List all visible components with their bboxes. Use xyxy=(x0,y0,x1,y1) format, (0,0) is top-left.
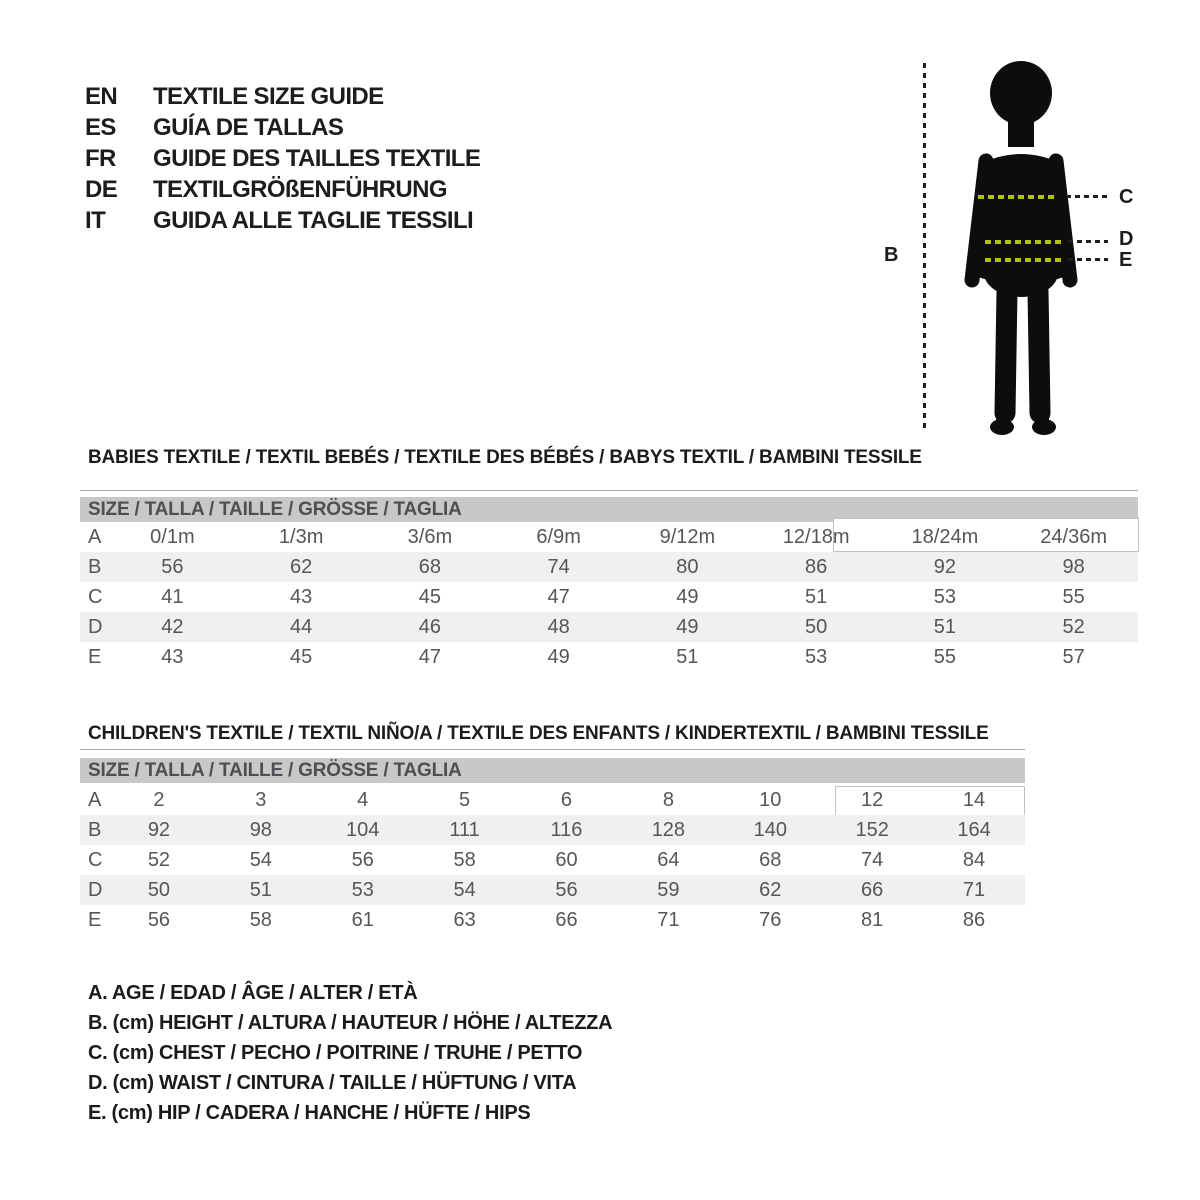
table-cell: 12/18m xyxy=(782,525,850,548)
table-cell: 68 xyxy=(418,555,441,578)
language-item-it xyxy=(85,205,480,236)
waist-label: D xyxy=(1119,228,1134,250)
table-cell: 47 xyxy=(418,645,441,668)
table-cell: 0/1m xyxy=(150,525,195,548)
legend-item: C. (cm) CHEST / PECHO / POITRINE / TRUHE / PETTO xyxy=(88,1042,583,1064)
children-table-row-C xyxy=(80,845,1025,875)
table-cell: 49 xyxy=(547,645,570,668)
table-cell: 50 xyxy=(805,615,828,638)
chest-callout-line xyxy=(1066,195,1108,198)
table-cell: 61 xyxy=(351,908,374,931)
table-cell: 4 xyxy=(357,788,369,811)
babies-table-row-C xyxy=(80,582,1138,612)
table-cell: 41 xyxy=(161,585,184,608)
table-cell: 55 xyxy=(933,645,956,668)
table-cell: 56 xyxy=(351,848,374,871)
table-cell: 6 xyxy=(560,788,573,811)
language-item-en xyxy=(85,81,480,112)
table-cell: 58 xyxy=(249,908,272,931)
table-cell: 51 xyxy=(933,615,956,638)
table-cell: 66 xyxy=(555,908,578,931)
children-size-header: SIZE / TALLA / TAILLE / GRÖSSE / TAGLIA xyxy=(80,758,1025,783)
row-label: A xyxy=(88,525,102,548)
language-code: IT xyxy=(85,206,106,234)
table-cell: 59 xyxy=(657,878,680,901)
table-cell: 56 xyxy=(161,555,184,578)
table-cell: 2 xyxy=(153,788,165,811)
table-cell: 62 xyxy=(759,878,782,901)
table-cell: 104 xyxy=(346,818,380,841)
table-cell: 46 xyxy=(418,615,441,638)
table-cell: 12 xyxy=(861,788,884,811)
language-code: EN xyxy=(85,82,118,110)
table-cell: 111 xyxy=(449,818,480,841)
hip-label: E xyxy=(1119,249,1133,271)
table-cell: 6/9m xyxy=(536,525,581,548)
language-title: GUIDA ALLE TAGLIE TESSILI xyxy=(153,206,474,234)
table-cell: 152 xyxy=(855,818,889,841)
table-cell: 10 xyxy=(759,788,782,811)
table-cell: 43 xyxy=(290,585,313,608)
children-section-title: CHILDREN'S TEXTILE / TEXTIL NIÑO/A / TEXTILE DES ENFANTS / KINDERTEXTIL / BAMBINI TESSILE xyxy=(88,723,989,744)
table-cell: 60 xyxy=(555,848,578,871)
table-cell: 45 xyxy=(290,645,313,668)
table-cell: 68 xyxy=(759,848,782,871)
language-item-fr xyxy=(85,143,480,174)
table-cell: 64 xyxy=(657,848,680,871)
table-cell: 164 xyxy=(957,818,991,841)
language-item-de xyxy=(85,174,480,205)
table-cell: 86 xyxy=(805,555,828,578)
table-cell: 51 xyxy=(805,585,828,608)
babies-table-row-A xyxy=(80,522,1138,552)
table-cell: 58 xyxy=(453,848,476,871)
babies-section-title: BABIES TEXTILE / TEXTIL BEBÉS / TEXTILE DES BÉBÉS / BABYS TEXTIL / BAMBINI TESSILE xyxy=(88,447,922,468)
table-cell: 52 xyxy=(147,848,171,871)
language-code: DE xyxy=(85,175,118,203)
table-cell: 80 xyxy=(676,555,699,578)
row-label: C xyxy=(88,585,103,608)
table-cell: 63 xyxy=(453,908,476,931)
row-label: D xyxy=(88,878,103,901)
table-cell: 116 xyxy=(550,818,583,841)
table-cell: 3/6m xyxy=(407,525,453,548)
table-cell: 44 xyxy=(290,615,313,638)
table-cell: 3 xyxy=(255,788,267,811)
table-cell: 54 xyxy=(249,848,272,871)
row-label: A xyxy=(88,788,102,811)
table-cell: 92 xyxy=(933,555,956,578)
language-code: FR xyxy=(85,144,116,172)
children-table-row-E xyxy=(80,905,1025,935)
language-item-es xyxy=(85,112,480,143)
language-title: GUIDE DES TAILLES TEXTILE xyxy=(153,144,481,172)
table-cell: 1/3m xyxy=(278,525,324,548)
row-label: E xyxy=(88,908,102,931)
table-cell: 140 xyxy=(753,818,787,841)
table-cell: 92 xyxy=(147,818,171,841)
language-list xyxy=(85,81,480,236)
child-silhouette xyxy=(958,61,1086,439)
legend-item: A. AGE / EDAD / ÂGE / ALTER / ETÀ xyxy=(88,982,418,1004)
height-measure-line xyxy=(923,63,926,433)
table-cell: 51 xyxy=(676,645,699,668)
table-cell: 57 xyxy=(1062,645,1085,668)
row-label: D xyxy=(88,615,103,638)
babies-table xyxy=(80,522,1138,672)
language-code: ES xyxy=(85,113,116,141)
language-title: TEXTILE SIZE GUIDE xyxy=(153,82,384,110)
table-cell: 9/12m xyxy=(659,525,716,548)
children-table-row-A xyxy=(80,785,1025,815)
table-cell: 56 xyxy=(555,878,578,901)
table-cell: 53 xyxy=(933,585,956,608)
table-cell: 98 xyxy=(1062,555,1085,578)
table-cell: 8 xyxy=(662,788,674,811)
children-table xyxy=(80,785,1025,935)
height-label: B xyxy=(884,244,899,266)
row-label: B xyxy=(88,818,102,841)
table-cell: 54 xyxy=(453,878,476,901)
hip-measure-line xyxy=(985,258,1065,262)
table-cell: 47 xyxy=(547,585,570,608)
table-cell: 49 xyxy=(676,615,699,638)
table-cell: 66 xyxy=(861,878,884,901)
table-cell: 53 xyxy=(805,645,828,668)
table-cell: 86 xyxy=(962,908,986,931)
table-cell: 128 xyxy=(651,818,686,841)
table-cell: 62 xyxy=(290,555,313,578)
babies-table-row-B xyxy=(80,552,1138,582)
table-cell: 45 xyxy=(418,585,441,608)
table-cell: 53 xyxy=(351,878,374,901)
children-table-row-D xyxy=(80,875,1025,905)
children-table-topline xyxy=(80,749,1025,750)
table-cell: 84 xyxy=(962,848,986,871)
table-cell: 50 xyxy=(147,878,171,901)
language-title: GUÍA DE TALLAS xyxy=(153,113,344,141)
table-cell: 71 xyxy=(657,908,680,931)
table-cell: 18/24m xyxy=(911,525,979,548)
row-label: B xyxy=(88,555,102,578)
table-cell: 76 xyxy=(759,908,782,931)
legend-item: E. (cm) HIP / CADERA / HANCHE / HÜFTE / HIPS xyxy=(88,1102,531,1124)
babies-table-topline xyxy=(80,490,1138,491)
children-table-row-B xyxy=(80,815,1025,845)
table-cell: 98 xyxy=(249,818,272,841)
table-cell: 42 xyxy=(161,615,184,638)
table-cell: 14 xyxy=(962,788,986,811)
hip-callout-line xyxy=(1068,258,1108,261)
row-label: C xyxy=(88,848,103,871)
table-cell: 48 xyxy=(547,615,570,638)
row-label: E xyxy=(88,645,102,668)
legend-item: B. (cm) HEIGHT / ALTURA / HAUTEUR / HÖHE / ALTEZZA xyxy=(88,1012,613,1034)
waist-callout-line xyxy=(1068,240,1108,243)
chest-measure-line xyxy=(978,195,1058,199)
table-cell: 71 xyxy=(962,878,986,901)
table-cell: 51 xyxy=(249,878,272,901)
table-cell: 74 xyxy=(547,555,570,578)
table-cell: 24/36m xyxy=(1040,525,1107,548)
table-cell: 56 xyxy=(147,908,171,931)
chest-label: C xyxy=(1119,186,1134,208)
legend-item: D. (cm) WAIST / CINTURA / TAILLE / HÜFTUNG / VITA xyxy=(88,1072,577,1094)
waist-measure-line xyxy=(985,240,1065,244)
table-cell: 49 xyxy=(676,585,699,608)
table-cell: 43 xyxy=(161,645,184,668)
language-title: TEXTILGRÖßENFÜHRUNG xyxy=(153,175,447,203)
measurement-legend xyxy=(88,978,612,1128)
babies-table-row-E xyxy=(80,642,1138,672)
table-cell: 74 xyxy=(861,848,884,871)
table-cell: 55 xyxy=(1062,585,1085,608)
babies-size-header: SIZE / TALLA / TAILLE / GRÖSSE / TAGLIA xyxy=(80,497,1138,522)
table-cell: 5 xyxy=(459,788,471,811)
table-cell: 81 xyxy=(861,908,884,931)
table-cell: 52 xyxy=(1062,615,1085,638)
babies-table-row-D xyxy=(80,612,1138,642)
